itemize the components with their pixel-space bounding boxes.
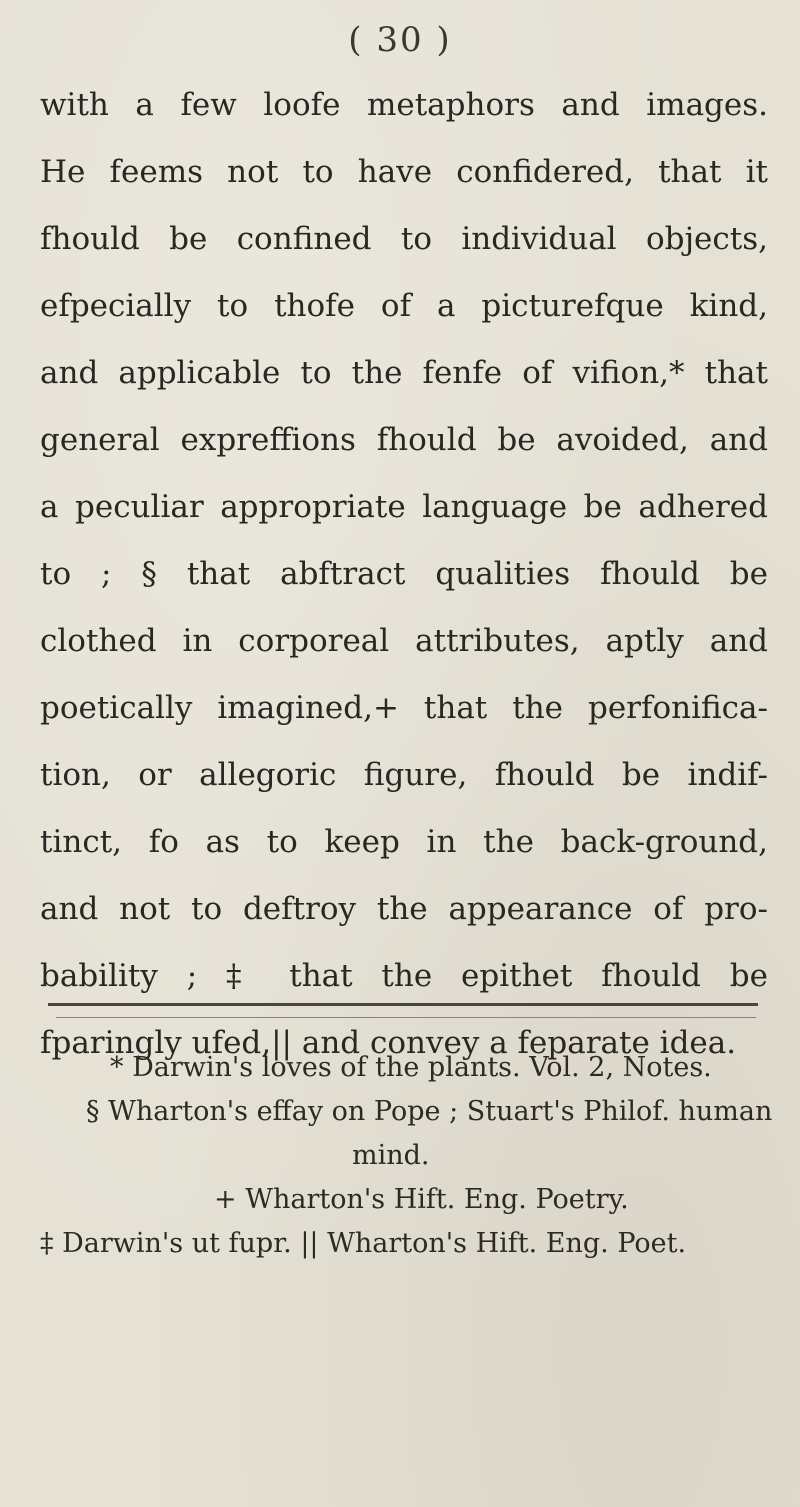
footnote: ‡ Darwin's ut fupr. || Wharton's Hift. Eng. Poet.	[40, 1228, 687, 1259]
footnote-divider	[48, 1003, 758, 1006]
page-number: ( 30 )	[348, 20, 452, 60]
text-line: and not to deftroy the appearance of pro-	[40, 891, 768, 927]
body-text	[40, 72, 768, 1077]
text-line: efpecially to thofe of a picturefque kind,	[40, 288, 768, 324]
text-line: He feems not to have confidered, that it	[40, 154, 768, 190]
text-line: to ; § that abftract qualities fhould be	[40, 556, 768, 592]
footnote: * Darwin's loves of the plants. Vol. 2, Notes.	[110, 1052, 712, 1083]
text-line: fhould be confined to individual objects,	[40, 221, 768, 257]
text-line: fparingly ufed,|| and convey a feparate idea.	[40, 1025, 737, 1061]
text-line: tinct, fo as to keep in the back-ground,	[40, 824, 768, 860]
text-line: general expreffions fhould be avoided, and	[40, 422, 768, 458]
text-line: tion, or allegoric figure, fhould be indif-	[40, 757, 768, 793]
text-line: clothed in corporeal attributes, aptly and	[40, 623, 768, 659]
text-line: with a few loofe metaphors and images.	[40, 87, 768, 123]
footnote: + Wharton's Hift. Eng. Poetry.	[214, 1184, 629, 1215]
footnote: § Wharton's effay on Pope ; Stuart's Philof. human	[86, 1096, 773, 1127]
text-line: poetically imagined,+ that the perfonifica-	[40, 690, 768, 726]
text-line: and applicable to the fenfe of vifion,* that	[40, 355, 768, 391]
footnote-continuation: mind.	[352, 1140, 430, 1171]
footnote-divider-thin	[56, 1017, 756, 1018]
text-line: bability ; ‡ that the epithet fhould be	[40, 958, 768, 994]
footnotes	[40, 1046, 773, 1266]
text-line: a peculiar appropriate language be adhered	[40, 489, 768, 525]
